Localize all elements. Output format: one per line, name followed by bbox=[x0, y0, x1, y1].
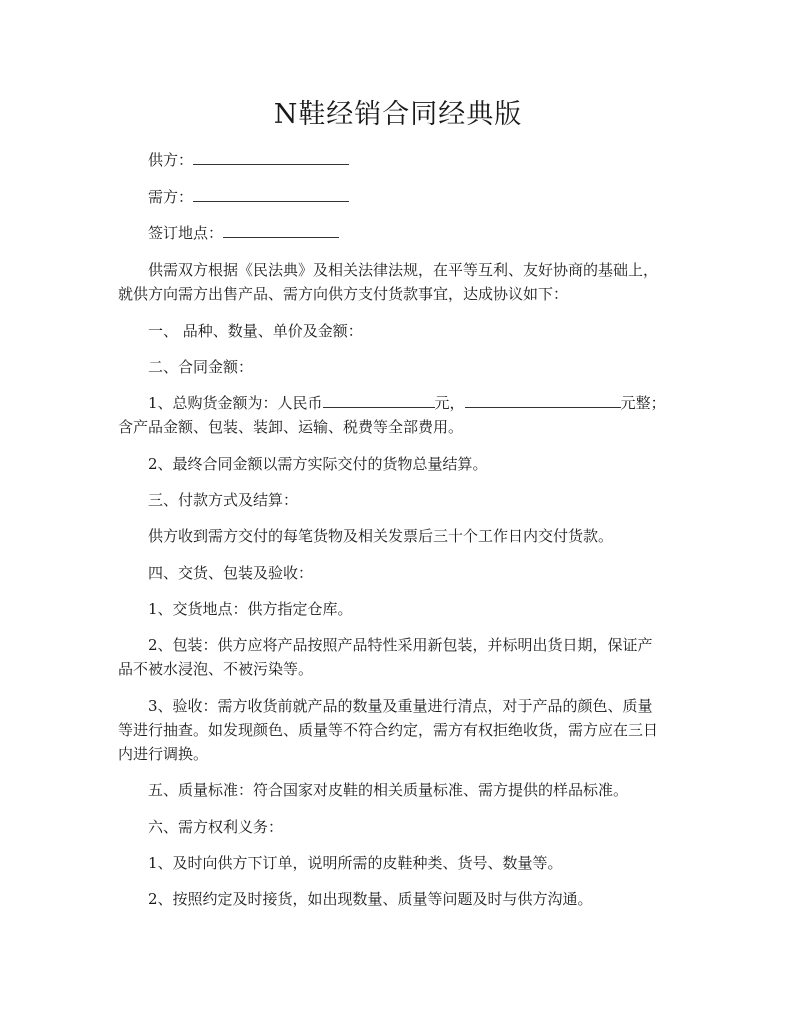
supplier-blank bbox=[193, 150, 349, 165]
section-3-text: 供方收到需方交付的每笔货物及相关发票后三十个工作日内交付货款。 bbox=[148, 527, 614, 545]
section-2-item-1-cont: 含产品金额、包装、装卸、运输、税费等全部费用。 bbox=[118, 418, 464, 436]
intro-line-1: 供需双方根据《民法典》及相关法律法规，在平等互利、友好协商的基础上， bbox=[148, 261, 659, 279]
section-2-item-2: 2、最终合同金额以需方实际交付的货物总量结算。 bbox=[148, 455, 488, 473]
section-2-item-1 bbox=[148, 391, 678, 415]
amount-words-blank bbox=[465, 393, 621, 408]
supplier-line bbox=[148, 148, 678, 172]
section-4-heading: 四、交货、包装及验收： bbox=[148, 564, 314, 582]
section-6-heading: 六、需方权利义务： bbox=[148, 818, 284, 836]
section-4-item-3-cont-2: 内进行调换。 bbox=[118, 745, 209, 763]
section-4-item-3-cont-1: 等进行抽查。如发现颜色、质量等不符合约定，需方有权拒绝收货，需方应在三日 bbox=[118, 721, 659, 739]
place-label: 签订地点： bbox=[148, 224, 224, 242]
section-4-item-2: 2、包装：供方应将产品按照产品特性采用新包装，并标明出货日期，保证产 bbox=[148, 636, 653, 654]
amount-figure-blank bbox=[323, 393, 435, 408]
yuan-label: 元， bbox=[434, 394, 465, 412]
buyer-blank bbox=[193, 187, 349, 202]
buyer-label: 需方： bbox=[148, 188, 194, 206]
supplier-label: 供方： bbox=[148, 151, 194, 169]
section-6-item-2: 2、按照约定及时接货，如出现数量、质量等问题及时与供方沟通。 bbox=[148, 890, 593, 908]
yuan-zheng-label: 元整； bbox=[620, 394, 666, 412]
document-title: N鞋经销合同经典版 bbox=[273, 99, 523, 130]
section-5-heading: 五、质量标准：符合国家对皮鞋的相关质量标准、需方提供的样品标准。 bbox=[148, 781, 629, 799]
place-blank bbox=[223, 223, 339, 238]
place-line bbox=[148, 221, 678, 245]
section-1-heading: 一、 品种、数量、单价及金额： bbox=[148, 322, 363, 340]
section-4-item-2-cont: 品不被水浸泡、不被污染等。 bbox=[118, 660, 314, 678]
section-4-item-1: 1、交货地点：供方指定仓库。 bbox=[148, 600, 353, 618]
buyer-line bbox=[148, 185, 678, 209]
section-4-item-3: 3、验收：需方收货前就产品的数量及重量进行清点，对于产品的颜色、质量 bbox=[148, 697, 653, 715]
intro-line-2: 就供方向需方出售产品、需方向供方支付货款事宜，达成协议如下： bbox=[118, 285, 569, 303]
section-6-item-1: 1、及时向供方下订单，说明所需的皮鞋种类、货号、数量等。 bbox=[148, 854, 563, 872]
total-amount-label: 1、总购货金额为：人民币 bbox=[148, 394, 323, 412]
section-2-heading: 二、合同金额： bbox=[148, 358, 254, 376]
section-3-heading: 三、付款方式及结算： bbox=[148, 491, 299, 509]
